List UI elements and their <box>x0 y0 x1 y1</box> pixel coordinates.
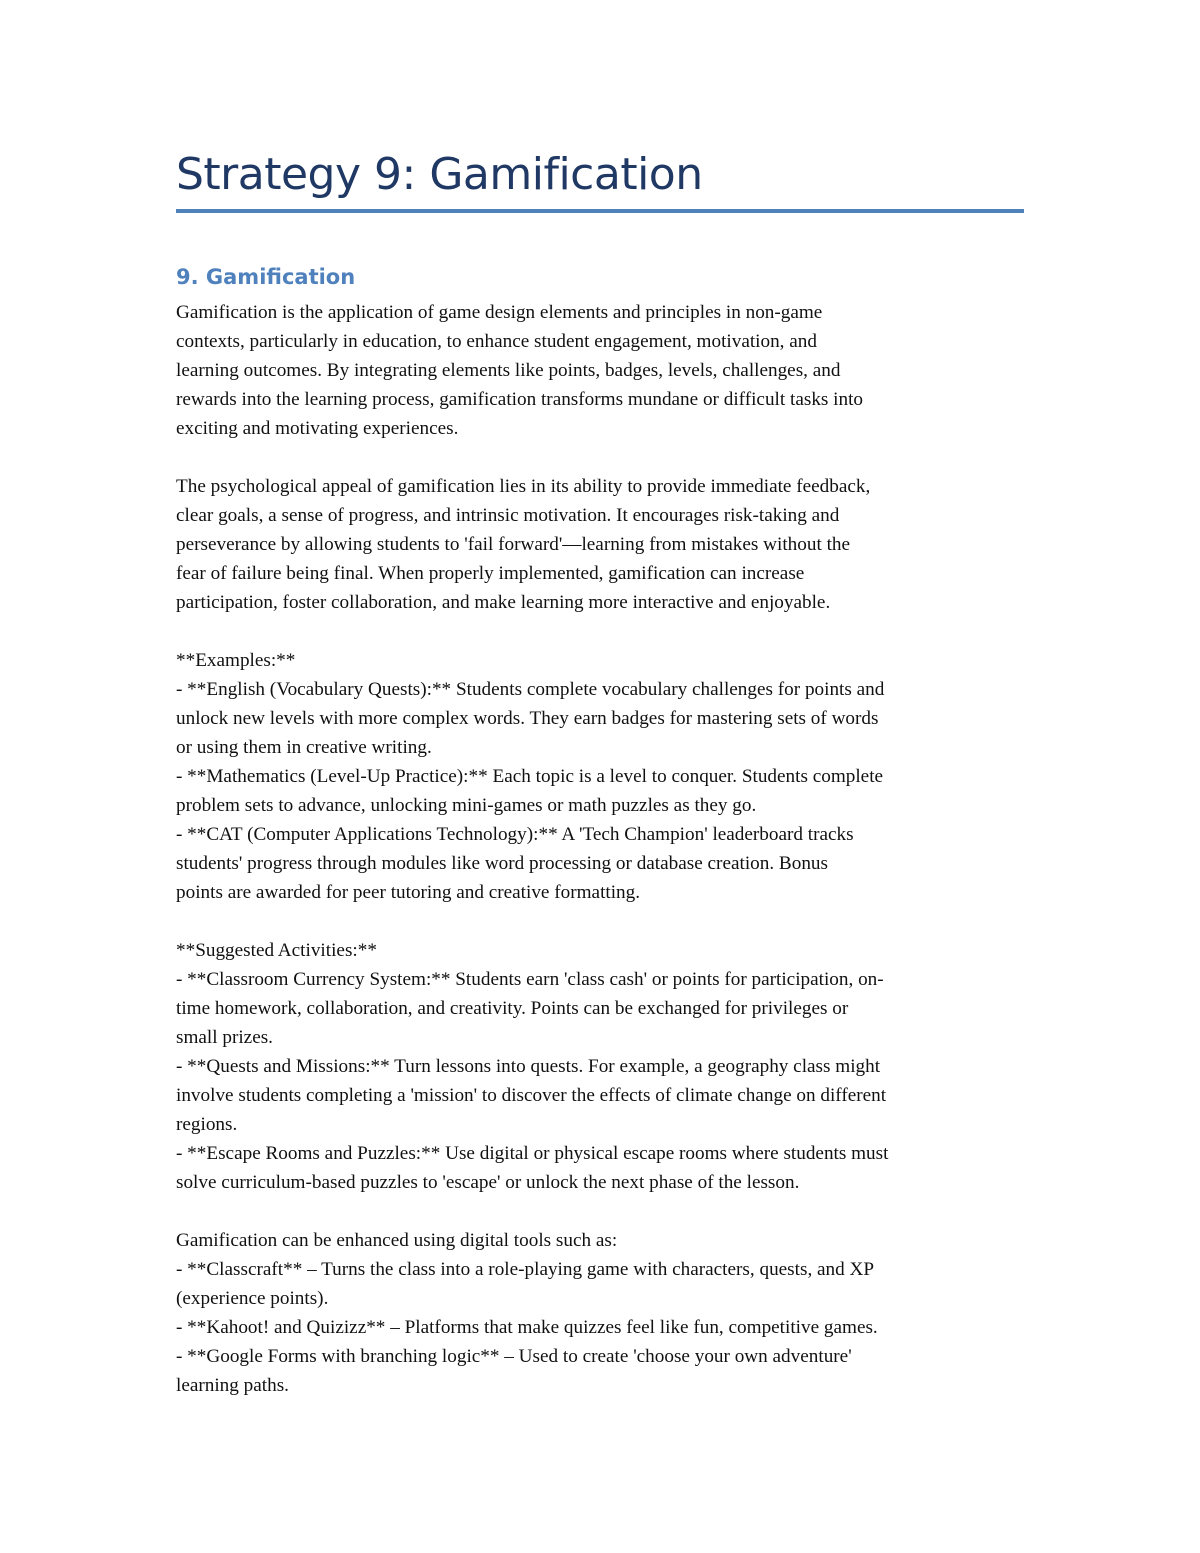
text-line: - **Kahoot! and Quizizz** – Platforms that make quizzes feel like fun, competitive games. <box>176 1317 878 1338</box>
text-line: time homework, collaboration, and creativity. Points can be exchanged for privileges or <box>176 998 849 1019</box>
examples-label: **Examples:** <box>176 650 296 671</box>
blank-line <box>176 1197 1036 1226</box>
text-line: learning paths. <box>176 1375 289 1396</box>
blank-line <box>176 617 1036 646</box>
blank-line <box>176 907 1036 936</box>
section-heading: 9. Gamification <box>176 265 356 289</box>
text-line: involve students completing a 'mission' to discover the effects of climate change on different <box>176 1085 887 1106</box>
text-line: Gamification can be enhanced using digital tools such as: <box>176 1230 618 1251</box>
text-line: fear of failure being final. When properly implemented, gamification can increase <box>176 563 805 584</box>
text-line: problem sets to advance, unlocking mini-games or math puzzles as they go. <box>176 795 757 816</box>
body-text <box>176 298 1036 1400</box>
text-line: - **Mathematics (Level-Up Practice):** Each topic is a level to conquer. Students complete <box>176 766 884 787</box>
text-line: participation, foster collaboration, and make learning more interactive and enjoyable. <box>176 592 831 613</box>
page-title: Strategy 9: Gamification <box>176 149 703 200</box>
text-line: clear goals, a sense of progress, and intrinsic motivation. It encourages risk-taking and <box>176 505 840 526</box>
activities-label: **Suggested Activities:** <box>176 940 377 961</box>
text-line: points are awarded for peer tutoring and creative formatting. <box>176 882 641 903</box>
text-line: - **Google Forms with branching logic** – Used to create 'choose your own adventure' <box>176 1346 852 1367</box>
text-line: Gamification is the application of game design elements and principles in non-game <box>176 302 823 323</box>
blank-line <box>176 443 1036 472</box>
text-line: perseverance by allowing students to 'fail forward'—learning from mistakes without the <box>176 534 851 555</box>
text-line: The psychological appeal of gamification lies in its ability to provide immediate feedback, <box>176 476 871 497</box>
text-line: - **Escape Rooms and Puzzles:** Use digital or physical escape rooms where students must <box>176 1143 889 1164</box>
title-underline <box>176 209 1024 213</box>
text-line: rewards into the learning process, gamification transforms mundane or difficult tasks into <box>176 389 864 410</box>
text-line: solve curriculum-based puzzles to 'escape' or unlock the next phase of the lesson. <box>176 1172 800 1193</box>
text-line: contexts, particularly in education, to enhance student engagement, motivation, and <box>176 331 817 352</box>
text-line: small prizes. <box>176 1027 273 1048</box>
text-line: exciting and motivating experiences. <box>176 418 459 439</box>
text-line: - **CAT (Computer Applications Technology):** A 'Tech Champion' leaderboard tracks <box>176 824 854 845</box>
text-line: learning outcomes. By integrating elements like points, badges, levels, challenges, and <box>176 360 841 381</box>
text-line: regions. <box>176 1114 238 1135</box>
text-line: - **Quests and Missions:** Turn lessons into quests. For example, a geography class might <box>176 1056 881 1077</box>
text-line: - **Classroom Currency System:** Students earn 'class cash' or points for participation, on- <box>176 969 884 990</box>
text-line: - **English (Vocabulary Quests):** Students complete vocabulary challenges for points and <box>176 679 885 700</box>
text-line: or using them in creative writing. <box>176 737 432 758</box>
text-line: unlock new levels with more complex words. They earn badges for mastering sets of words <box>176 708 879 729</box>
text-line: - **Classcraft** – Turns the class into a role-playing game with characters, quests, and XP <box>176 1259 875 1280</box>
text-line: students' progress through modules like word processing or database creation. Bonus <box>176 853 828 874</box>
text-line: (experience points). <box>176 1288 329 1309</box>
